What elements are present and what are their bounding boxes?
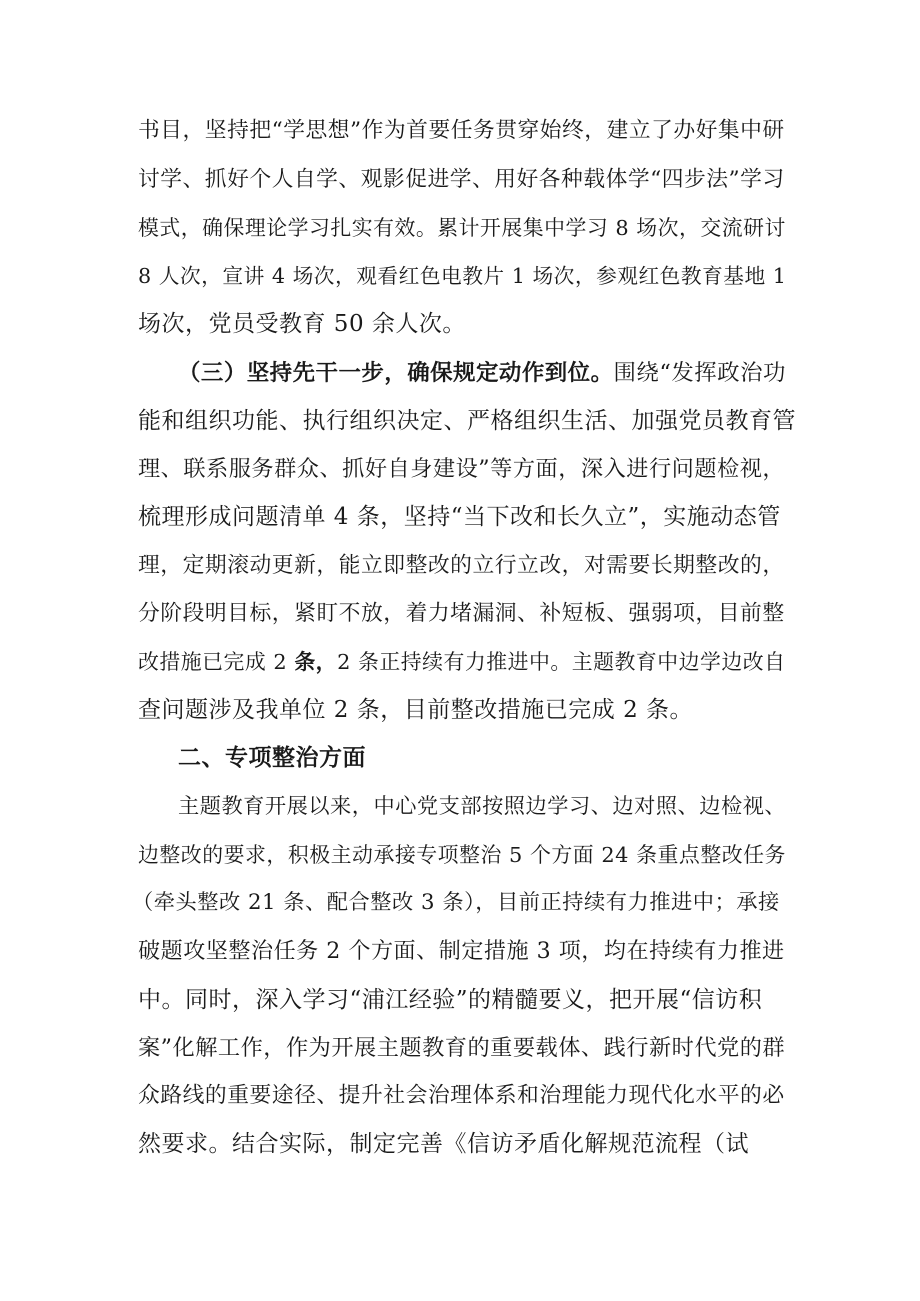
paragraph-first-line: [178, 787, 798, 827]
line-text: 众路线的重要途径、提升社会治理体系和治理能力现代化水平的必: [138, 1083, 785, 1108]
line-text: 8 人次，宣讲 4 场次，观看红色电教片 1 场次，参观红色教育基地 1: [138, 264, 787, 288]
line-text: 分阶段明目标，紧盯不放，着力堵漏洞、补短板、强弱项，目前整: [138, 601, 785, 626]
paragraph-line: [138, 449, 798, 489]
line-text: 破题攻坚整治任务 2 个方面、制定措施 3 项，均在持续有力推进: [138, 938, 785, 964]
line-text: （牵头整改 21 条、配合整改 3 条），目前正持续有力推进中；承接: [132, 890, 780, 915]
line-text: 场次，党员受教育 50 余人次。: [138, 311, 466, 337]
paragraph-line: [138, 1076, 798, 1116]
line-text: 理、联系服务群众、抓好自身建设”等方面，深入进行问题检视，: [138, 456, 786, 482]
paragraph-line: [138, 256, 798, 296]
line-text: 围绕“发挥政治功: [613, 360, 786, 386]
line-text: 边整改的要求，积极主动承接专项整治 5 个方面 24 条重点整改任务: [138, 843, 786, 867]
section-heading: [178, 738, 798, 778]
paragraph-line: [138, 160, 798, 200]
paragraph-line: [138, 546, 798, 586]
line-text: 中。同时，深入学习“浦江经验”的精髓要义，把开展“信访积: [138, 987, 763, 1013]
paragraph-line: [138, 497, 798, 537]
bold-fragment: 条，: [294, 649, 338, 674]
paragraph-line: [138, 1124, 798, 1164]
subsection-lead-line: [178, 353, 798, 393]
line-text-pre: 改措施已完成 2: [138, 650, 295, 674]
paragraph-line: [138, 208, 798, 248]
line-text: 查问题涉及我单位 2 条，目前整改措施已完成 2 条。: [138, 697, 694, 723]
subsection-heading: （三）坚持先干一步，确保规定动作到位。: [178, 360, 614, 386]
paragraph-line: [138, 835, 798, 875]
line-text: 2 条正持续有力推进中。主题教育中边学边改自: [337, 650, 786, 674]
paragraph-line: [138, 401, 798, 441]
line-text: 能和组织功能、执行组织决定、严格组织生活、加强党员教育管: [138, 408, 796, 434]
line-text: 理，定期滚动更新，能立即整改的立行立改，对需要长期整改的，: [138, 553, 785, 578]
line-text: 书目，坚持把“学思想”作为首要任务贯穿始终，建立了办好集中研: [138, 118, 785, 143]
line-text: 然要求。结合实际，制定完善《信访矛盾化解规范流程（试: [138, 1131, 749, 1157]
paragraph-line: [138, 594, 798, 634]
paragraph-line: [138, 304, 798, 344]
paragraph-line: [138, 931, 798, 971]
line-text: 梳理形成问题清单 4 条，坚持“当下改和长久立”，实施动态管: [138, 504, 781, 530]
paragraph-line: [138, 111, 798, 151]
paragraph-line: [132, 883, 792, 923]
line-text: 案”化解工作，作为开展主题教育的重要载体、践行新时代党的群: [138, 1035, 786, 1061]
line-text: 讨学、抓好个人自学、观影促进学、用好各种载体学“四步法”学习: [138, 167, 785, 192]
paragraph-line: [138, 1028, 798, 1068]
paragraph-line: [138, 642, 798, 682]
section-heading-text: 二、专项整治方面: [178, 744, 366, 771]
paragraph-line: [138, 690, 798, 730]
paragraph-line: [138, 980, 798, 1020]
line-text: 主题教育开展以来，中心党支部按照边学习、边对照、边检视、: [178, 794, 787, 819]
line-text: 模式，确保理论学习扎实有效。累计开展集中学习 8 场次，交流研讨: [138, 216, 786, 240]
